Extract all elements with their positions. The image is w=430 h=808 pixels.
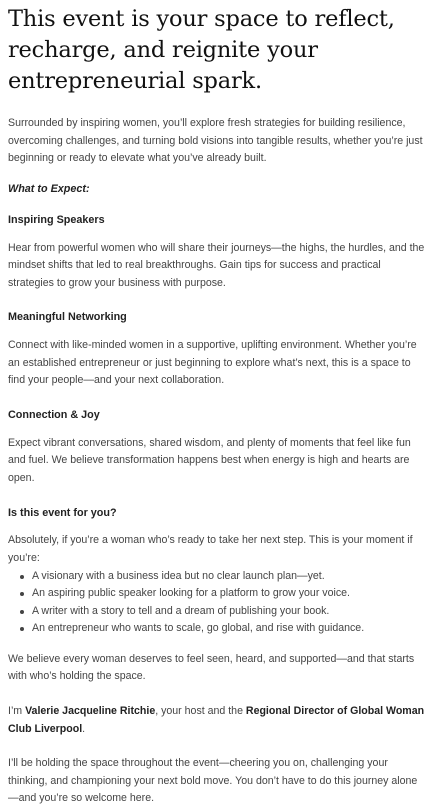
for-you-list — [8, 568, 426, 638]
bullet-icon — [20, 575, 24, 579]
section-title: Is this event for you? — [8, 506, 117, 519]
section-body: Expect vibrant conversations, shared wisdom, and plenty of moments that feel like fun and fuel. We believe transformation happens best when energy is high and hearts are open. — [8, 436, 411, 484]
bullet-icon — [20, 592, 24, 596]
section-inspiring-speakers — [8, 212, 426, 293]
bullet-icon — [20, 627, 24, 631]
what-to-expect-heading: What to Expect: — [8, 182, 90, 195]
section-title: Inspiring Speakers — [8, 213, 105, 226]
host-paragraph: I’m Valerie Jacqueline Ritchie, your host and the Regional Director of Global Woman Club Liverpool. — [8, 705, 425, 735]
closing-paragraph: I’ll be holding the space throughout the event—cheering you on, challenging your thinking, and championing your next bold move. You don’t have to do this journey alone—and you’re so welcome here. — [8, 757, 418, 805]
list-item: A visionary with a business idea but no clear launch plan—yet. — [18, 568, 426, 586]
host-role: Regional Director of Global Woman Club Liverpool — [8, 705, 425, 735]
intro-paragraph: Surrounded by inspiring women, you’ll explore fresh strategies for building resilience, overcoming challenges, and turning bold visions into tangible results, whether you’re just beginning or ready to elevate what you’ve already built. — [8, 117, 423, 165]
section-title: Connection & Joy — [8, 408, 100, 421]
host-name: Valerie Jacqueline Ritchie — [25, 705, 156, 718]
list-item: A writer with a story to tell and a dream of publishing your book. — [18, 603, 426, 621]
section-meaningful-networking — [8, 309, 426, 390]
section-for-you — [8, 505, 426, 638]
section-body: Connect with like-minded women in a supportive, uplifting environment. Whether you’re an established entrepreneur or just beginning to explore what’s next, this is a space to find your people—and your next collaboration. — [8, 339, 417, 387]
page-headline: This event is your space to reflect, recharge, and reignite your entrepreneurial spark. — [8, 6, 395, 94]
section-body: Hear from powerful women who will share their journeys—the highs, the hurdles, and the mindset shifts that led to real breakthroughs. Gain tips for success and practical strategies to grow your business with purpose. — [8, 241, 425, 289]
belief-paragraph: We believe every woman deserves to feel seen, heard, and supported—and that starts with who’s holding the space. — [8, 652, 415, 683]
section-connection-joy — [8, 407, 426, 488]
section-body: Absolutely, if you’re a woman who’s ready to take her next step. This is your moment if you’re: — [8, 534, 413, 564]
list-item: An aspiring public speaker looking for a platform to grow your voice. — [18, 585, 426, 603]
list-item: An entrepreneur who wants to scale, go global, and rise with guidance. — [18, 620, 426, 638]
bullet-icon — [20, 610, 24, 614]
event-description — [8, 0, 426, 808]
section-title: Meaningful Networking — [8, 311, 127, 324]
